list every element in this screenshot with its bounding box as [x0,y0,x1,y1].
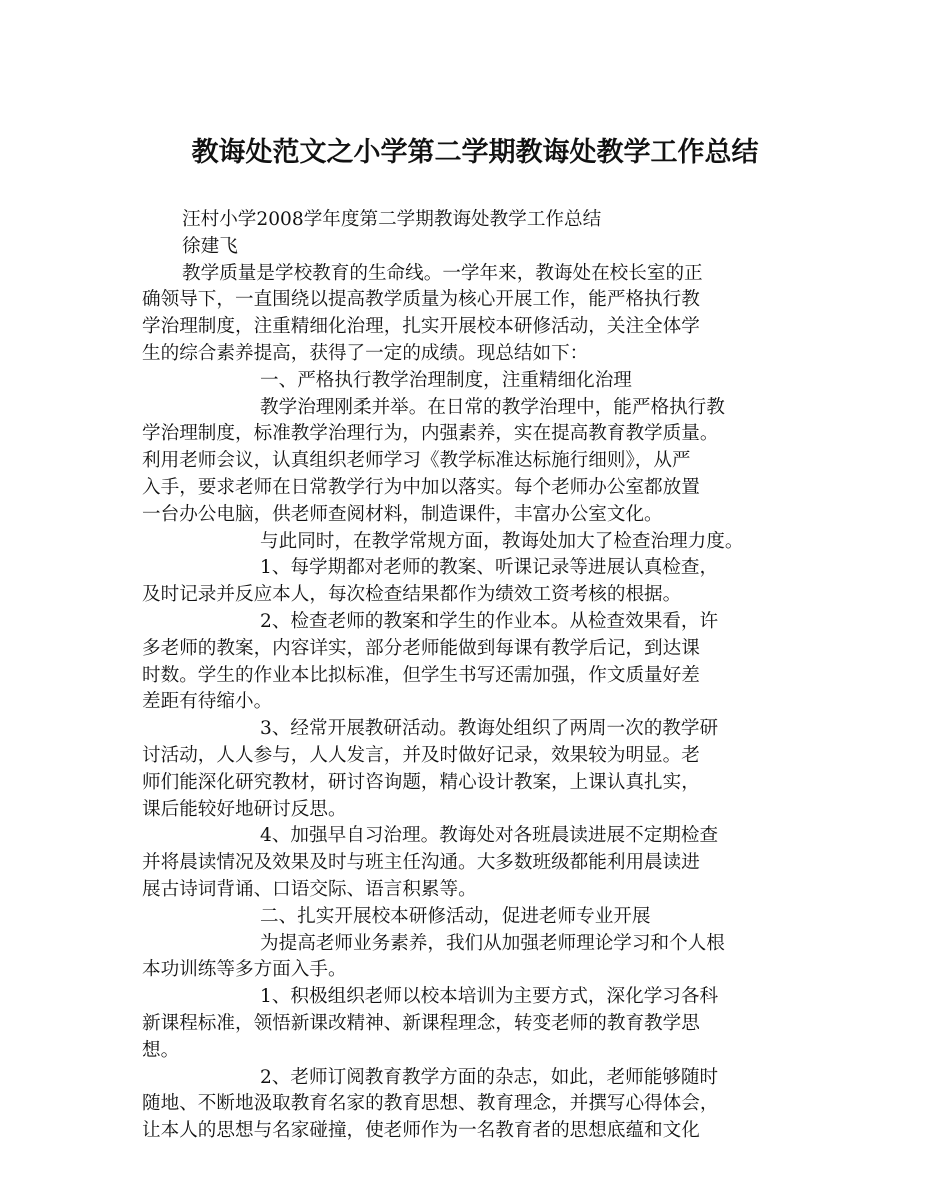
paragraph-line: 讨活动，人人参与，人人发言，并及时做好记录，效果较为明显。老 [142,744,700,766]
paragraph-line: 教学质量是学校教育的生命线。一学年来，教诲处在校长室的正 [182,262,703,284]
subtitle-line: 汪村小学2008学年度第二学期教诲处教学工作总结 [182,209,602,230]
paragraph-line: 想。 [142,1039,180,1061]
paragraph-line: 并将晨读情况及效果及时与班主任沟通。大多数班级都能利用晨读进 [142,852,700,874]
paragraph-line: 学治理制度，注重精细化治理，扎实开展校本研修活动，关注全体学 [142,316,700,338]
paragraph-line: 教学治理刚柔并举。在日常的教学治理中，能严格执行教 [260,396,725,418]
paragraph-line: 4、加强早自习治理。教诲处对各班晨读进展不定期检查 [260,825,719,847]
paragraph-line: 利用老师会议，认真组织老师学习《教学标准达标施行细则》，从严 [142,450,691,472]
paragraph-line: 差距有待缩小。 [142,691,273,713]
paragraph-line: 新课程标准，领悟新课改精神、新课程理念，转变老师的教育教学思 [142,1012,700,1034]
paragraph-line: 1、积极组织老师以校本培训为主要方式，深化学习各科 [260,986,719,1008]
paragraph-line: 本功训练等多方面入手。 [142,959,347,981]
paragraph-line: 2、检查老师的教案和学生的作业本。从检查效果看，许 [260,610,719,632]
paragraph-line: 随地、不断地汲取教育名家的教育思想、教育理念，并撰写心得体会， [142,1093,719,1115]
paragraph-line: 一台办公电脑，供老师查阅材料，制造课件，丰富办公室文化。 [142,503,663,525]
paragraph-line: 展古诗词背诵、口语交际、语言积累等。 [142,878,477,900]
paragraph-line: 课后能较好地研讨反思。 [142,798,347,820]
paragraph-line: 让本人的思想与名家碰撞，使老师作为一名教育者的思想底蕴和文化 [142,1120,700,1142]
paragraph-line: 生的综合素养提高，获得了一定的成绩。现总结如下： [142,342,589,364]
author-line: 徐建飞 [182,235,238,257]
paragraph-line: 2、老师订阅教育教学方面的杂志，如此，老师能够随时 [260,1066,719,1088]
paragraph-line: 1、每学期都对老师的教案、听课记录等进展认真检查， [260,557,719,579]
paragraph-line: 时数。学生的作业本比拟标准，但学生书写还需加强，作文质量好差 [142,664,700,686]
paragraph-line: 为提高老师业务素养，我们从加强老师理论学习和个人根 [260,932,725,954]
document-title: 教诲处范文之小学第二学期教诲处教学工作总结 [191,137,759,168]
paragraph-line: 与此同时，在教学常规方面，教诲处加大了检查治理力度。 [260,530,744,552]
document-body [142,207,822,1145]
paragraph-line: 确领导下，一直围绕以提高教学质量为核心开展工作，能严格执行教 [142,289,700,311]
paragraph-line: 及时记录并反应本人，每次检查结果都作为绩效工资考核的根据。 [142,584,682,606]
paragraph-line: 入手，要求老师在日常教学行为中加以落实。每个老师办公室都放置 [142,476,700,498]
section-heading: 二、扎实开展校本研修活动，促进老师专业开展 [260,905,651,927]
paragraph-line: 师们能深化研究教材，研讨咨询题，精心设计教案，上课认真扎实， [142,771,700,793]
paragraph-line: 多老师的教案，内容详实，部分老师能做到每课有教学后记，到达课 [142,637,700,659]
paragraph-line: 学治理制度，标准教学治理行为，内强素养，实在提高教育教学质量。 [142,423,719,445]
section-heading: 一、严格执行教学治理制度，注重精细化治理 [260,369,632,391]
paragraph-line: 3、经常开展教研活动。教诲处组织了两周一次的教学研 [260,718,719,740]
